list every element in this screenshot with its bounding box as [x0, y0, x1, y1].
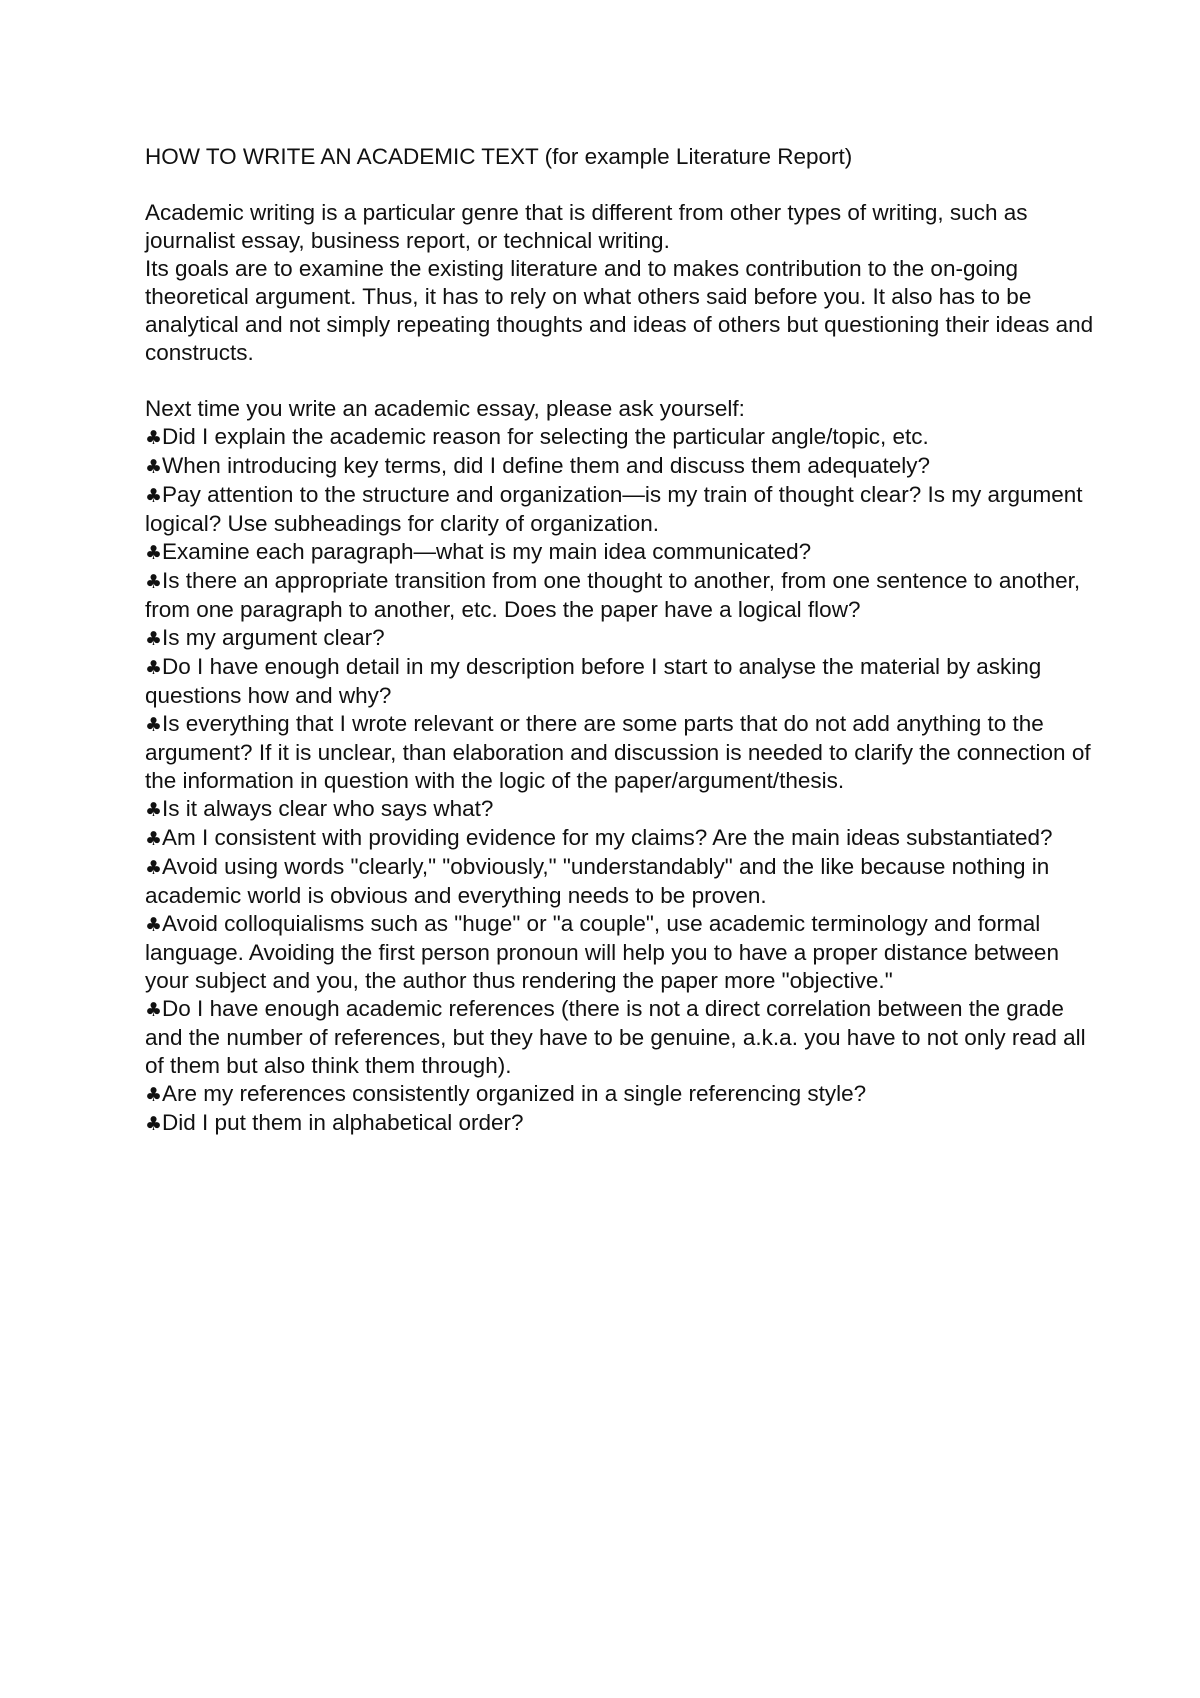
- club-bullet-icon: ♣: [145, 628, 163, 650]
- club-bullet-icon: ♣: [145, 857, 163, 879]
- club-bullet-icon: ♣: [145, 427, 163, 449]
- list-item: ♣Avoid using words "clearly," "obviously," "understandably" and the like because nothing in academic world is obvious and everything needs to be proven.: [145, 854, 1050, 908]
- checklist: [145, 423, 1095, 1138]
- list-item: ♣Am I consistent with providing evidence for my claims? Are the main ideas substantiated?: [145, 825, 1053, 850]
- document-page: [145, 143, 1095, 1138]
- intro-paragraph-2: Its goals are to examine the existing literature and to makes contribution to the on-going theoretical argument. Thus, it has to rely on what others said before you. It also has to be analytical and not simply repeating thoughts and ideas of others but questioning their ideas and constructs.: [145, 256, 1094, 365]
- document-title: HOW TO WRITE AN ACADEMIC TEXT (for example Literature Report): [145, 144, 853, 169]
- list-item: ♣Avoid colloquialisms such as "huge" or "a couple", use academic terminology and formal language. Avoiding the first person pronoun will help you to have a proper distance between your subject and you, the author thus rendering the paper more "objective.": [145, 911, 1059, 993]
- spacer: [145, 171, 1095, 199]
- list-item: ♣Is there an appropriate transition from one thought to another, from one sentence to another, from one paragraph to another, etc. Does the paper have a logical flow?: [145, 568, 1081, 622]
- list-item: ♣Did I put them in alphabetical order?: [145, 1110, 524, 1135]
- club-bullet-icon: ♣: [145, 999, 163, 1021]
- club-bullet-icon: ♣: [145, 714, 163, 736]
- list-item: ♣Do I have enough detail in my description before I start to analyse the material by asking questions how and why?: [145, 654, 1042, 708]
- list-item: ♣Is it always clear who says what?: [145, 796, 494, 821]
- list-item: ♣Is everything that I wrote relevant or there are some parts that do not add anything to the argument? If it is unclear, than elaboration and discussion is needed to clarify the connection of the information in question with the logic of the paper/argument/thesis.: [145, 711, 1091, 793]
- club-bullet-icon: ♣: [145, 828, 163, 850]
- club-bullet-icon: ♣: [145, 799, 163, 821]
- club-bullet-icon: ♣: [145, 657, 163, 679]
- club-bullet-icon: ♣: [145, 571, 163, 593]
- list-item: ♣Pay attention to the structure and organization—is my train of thought clear? Is my argument logical? Use subheadings for clarity of organization.: [145, 482, 1083, 536]
- club-bullet-icon: ♣: [145, 456, 163, 478]
- club-bullet-icon: ♣: [145, 542, 163, 564]
- list-item: ♣Is my argument clear?: [145, 625, 385, 650]
- intro-paragraph-1: Academic writing is a particular genre that is different from other types of writing, such as journalist essay, business report, or technical writing.: [145, 200, 1028, 253]
- club-bullet-icon: ♣: [145, 1084, 163, 1106]
- club-bullet-icon: ♣: [145, 1113, 163, 1135]
- list-item: ♣Examine each paragraph—what is my main idea communicated?: [145, 539, 812, 564]
- list-item: ♣Did I explain the academic reason for selecting the particular angle/topic, etc.: [145, 424, 929, 449]
- list-item: ♣Do I have enough academic references (there is not a direct correlation between the grade and the number of references, but they have to be genuine, a.k.a. you have to not only read all of them but also think them through).: [145, 996, 1086, 1078]
- spacer: [145, 367, 1095, 395]
- list-item: ♣When introducing key terms, did I define them and discuss them adequately?: [145, 453, 930, 478]
- club-bullet-icon: ♣: [145, 914, 163, 936]
- list-item: ♣Are my references consistently organized in a single referencing style?: [145, 1081, 867, 1106]
- checklist-intro: Next time you write an academic essay, please ask yourself:: [145, 396, 745, 421]
- club-bullet-icon: ♣: [145, 485, 163, 507]
